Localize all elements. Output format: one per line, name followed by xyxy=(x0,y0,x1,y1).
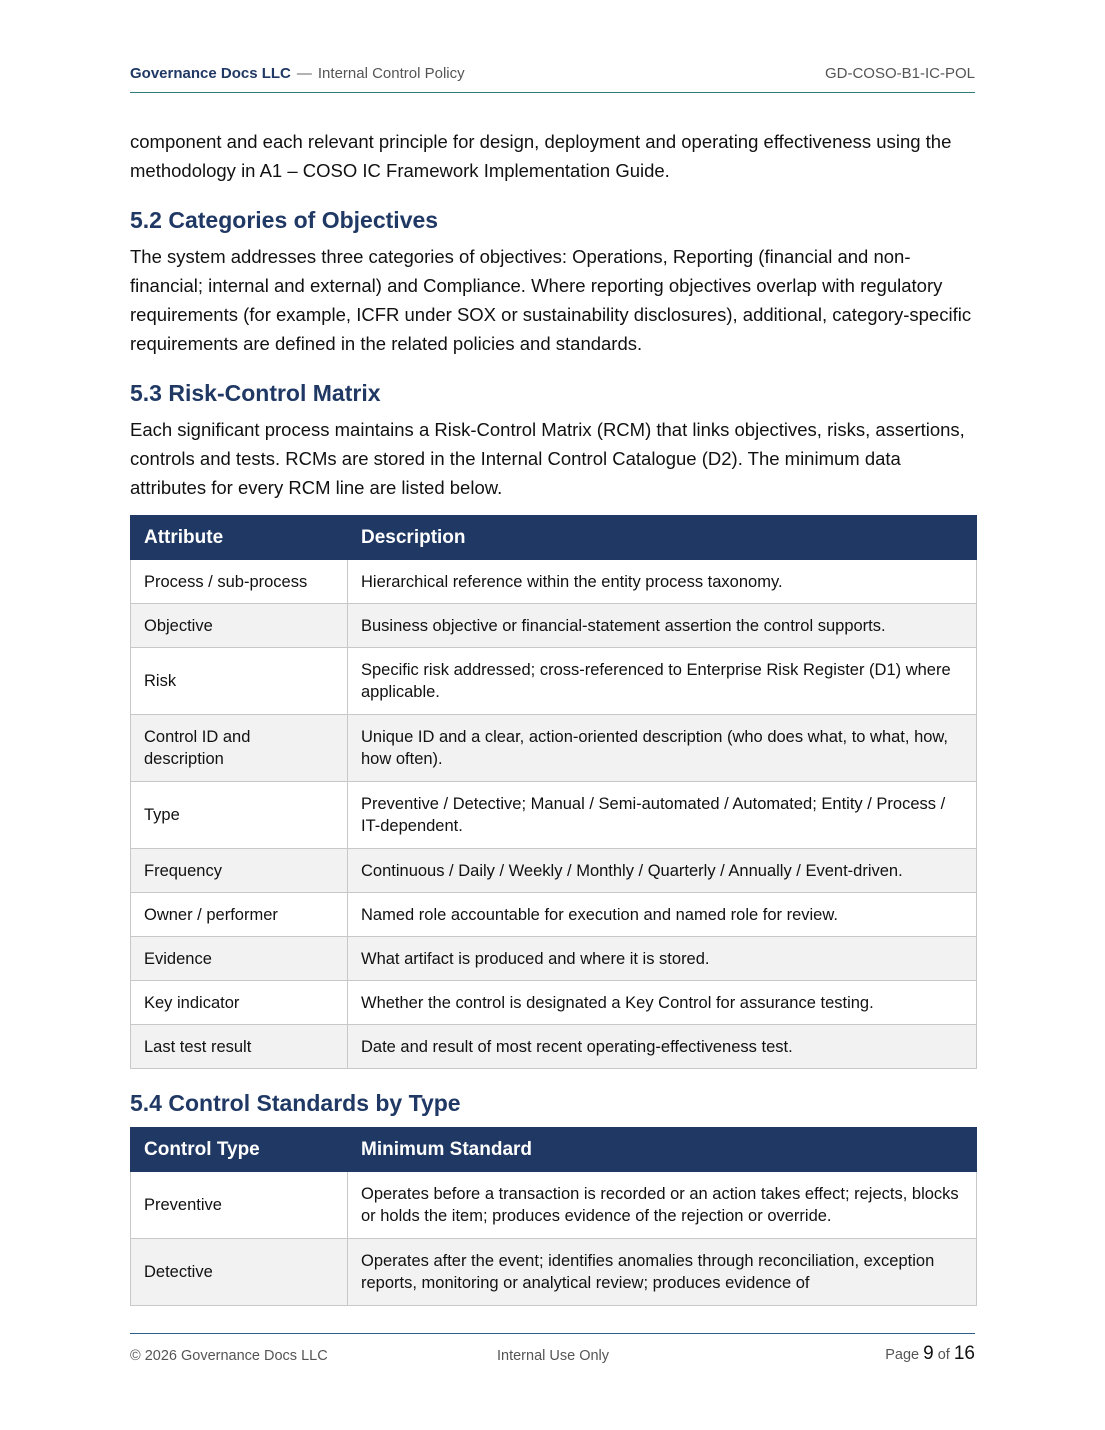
header-left xyxy=(130,65,465,82)
description-cell: Whether the control is designated a Key Control for assurance testing. xyxy=(348,981,977,1025)
minimum-standard-cell: Operates before a transaction is recorded or an action takes effect; rejects, blocks or holds the item; produces evidence of the rejection or override. xyxy=(348,1172,977,1239)
attribute-cell: Frequency xyxy=(131,849,348,893)
attribute-cell: Objective xyxy=(131,604,348,648)
description-cell: What artifact is produced and where it is stored. xyxy=(348,937,977,981)
section-5-3-text: Each significant process maintains a Risk-Control Matrix (RCM) that links objectives, risks, assertions, controls and tests. RCMs are stored in the Internal Control Catalogue (D2). The minimum data attributes for every RCM line are listed below. xyxy=(130,419,965,498)
table-row xyxy=(131,782,977,849)
page-label: Page xyxy=(885,1347,920,1363)
page-header xyxy=(130,64,975,93)
section-5-2-heading: 5.2 Categories of Objectives xyxy=(130,207,439,233)
attribute-cell: Control ID and description xyxy=(131,715,348,782)
description-cell: Specific risk addressed; cross-referenced to Enterprise Risk Register (D1) where applicable. xyxy=(348,648,977,715)
page-footer xyxy=(130,1333,975,1364)
classification-label: Internal Use Only xyxy=(497,1348,610,1364)
table-row xyxy=(131,560,977,604)
attribute-cell: Owner / performer xyxy=(131,893,348,937)
table-header-row xyxy=(131,1128,977,1172)
document-id: GD-COSO-B1-IC-POL xyxy=(824,65,975,82)
table-row xyxy=(131,715,977,782)
control-standards-table xyxy=(130,1127,977,1306)
of-label: of xyxy=(937,1347,950,1363)
description-cell: Named role accountable for execution and named role for review. xyxy=(348,893,977,937)
description-cell: Hierarchical reference within the entity process taxonomy. xyxy=(348,560,977,604)
column-header-description: Description xyxy=(348,516,977,560)
copyright-notice: © 2026 Governance Docs LLC xyxy=(130,1348,328,1364)
attribute-cell: Last test result xyxy=(131,1025,348,1069)
page-content xyxy=(130,127,975,1306)
document-title: Internal Control Policy xyxy=(317,65,465,82)
column-header-minimum-standard: Minimum Standard xyxy=(348,1128,977,1172)
total-page-count: 16 xyxy=(953,1343,975,1364)
attribute-cell: Evidence xyxy=(131,937,348,981)
page-number xyxy=(885,1343,975,1365)
section-5-3-heading: 5.3 Risk-Control Matrix xyxy=(130,380,381,406)
rcm-attributes-table xyxy=(130,515,977,1069)
section-5-2-text: The system addresses three categories of objectives: Operations, Reporting (financial and non-financial; internal and external) and Compliance. Where reporting objectives overlap with regulatory requirements (for example, ICFR under SOX or sustainability disclosures), additional, category-specific requirements are defined in the related policies and standards. xyxy=(130,246,972,354)
table-row xyxy=(131,1239,977,1306)
table-row xyxy=(131,849,977,893)
header-separator: — xyxy=(296,65,312,82)
company-name: Governance Docs LLC xyxy=(130,65,291,82)
column-header-attribute: Attribute xyxy=(131,516,348,560)
continuation-paragraph: component and each relevant principle for design, deployment and operating effectiveness using the methodology in A1 – COSO IC Framework Implementation Guide. xyxy=(130,131,952,181)
description-cell: Business objective or financial-statement assertion the control supports. xyxy=(348,604,977,648)
attribute-cell: Process / sub-process xyxy=(131,560,348,604)
description-cell: Preventive / Detective; Manual / Semi-automated / Automated; Entity / Process / IT-dependent. xyxy=(348,782,977,849)
table-row xyxy=(131,981,977,1025)
attribute-cell: Type xyxy=(131,782,348,849)
description-cell: Date and result of most recent operating-effectiveness test. xyxy=(348,1025,977,1069)
control-type-cell: Preventive xyxy=(131,1172,348,1239)
table-header-row xyxy=(131,516,977,560)
current-page-number: 9 xyxy=(923,1343,934,1364)
table-row xyxy=(131,604,977,648)
table-row xyxy=(131,1025,977,1069)
attribute-cell: Risk xyxy=(131,648,348,715)
table-row xyxy=(131,893,977,937)
table-row xyxy=(131,648,977,715)
table-row xyxy=(131,937,977,981)
section-5-4-heading: 5.4 Control Standards by Type xyxy=(130,1090,461,1116)
table-row xyxy=(131,1172,977,1239)
description-cell: Unique ID and a clear, action-oriented description (who does what, to what, how, how often). xyxy=(348,715,977,782)
control-type-cell: Detective xyxy=(131,1239,348,1306)
attribute-cell: Key indicator xyxy=(131,981,348,1025)
description-cell: Continuous / Daily / Weekly / Monthly / Quarterly / Annually / Event-driven. xyxy=(348,849,977,893)
column-header-control-type: Control Type xyxy=(131,1128,348,1172)
minimum-standard-cell: Operates after the event; identifies anomalies through reconciliation, exception reports, monitoring or analytical review; produces evidence of xyxy=(348,1239,977,1306)
